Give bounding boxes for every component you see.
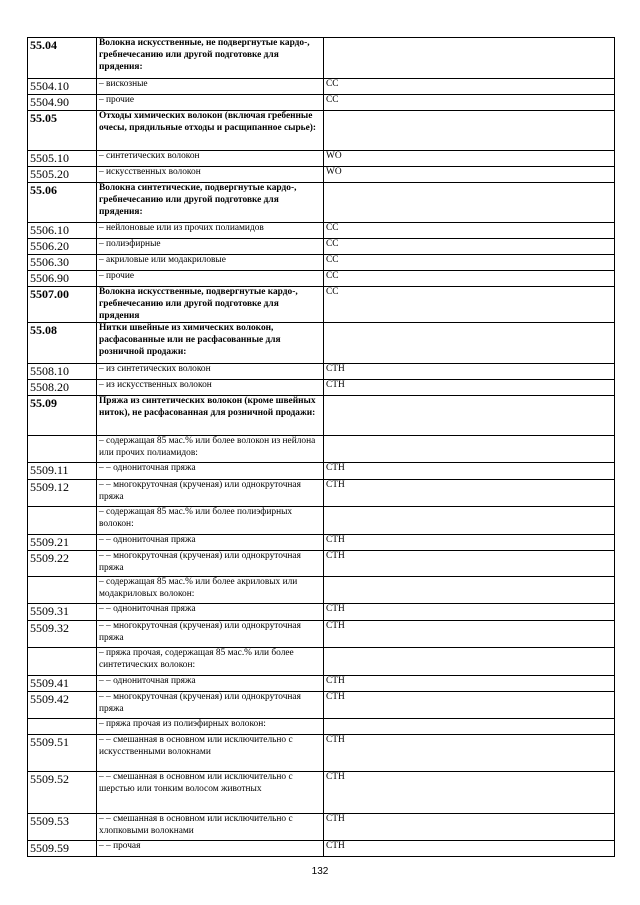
description-cell: – – смешанная в основном или исключительно с хлопковыми волокнами: [97, 814, 324, 841]
description-cell: – искусственных волокон: [97, 167, 324, 183]
origin-rule-cell: CC: [324, 255, 615, 271]
table-row: [28, 151, 615, 167]
origin-rule-cell: CC: [324, 79, 615, 95]
hs-code-cell: 5504.10: [28, 79, 97, 95]
hs-code-cell: 5509.59: [28, 841, 97, 857]
hs-code-cell: 5508.20: [28, 380, 97, 396]
description-cell: Волокна синтетические, подвергнутые кардо-, гребнечесанию или другой подготовке для прядения:: [97, 183, 324, 223]
hs-code-cell: 5508.10: [28, 364, 97, 380]
table-row: [28, 364, 615, 380]
table-row: [28, 814, 615, 841]
origin-rule-cell: CC: [324, 271, 615, 287]
origin-rule-cell: CC: [324, 95, 615, 111]
table-row: [28, 223, 615, 239]
description-cell: – пряжа прочая из полиэфирных волокон:: [97, 719, 324, 735]
table-heading-row: [28, 38, 615, 79]
table-row: [28, 239, 615, 255]
table-row: [28, 719, 615, 735]
description-cell: – синтетических волокон: [97, 151, 324, 167]
description-cell: – содержащая 85 мас.% или более волокон из нейлона или прочих полиамидов:: [97, 436, 324, 463]
origin-rule-cell: CC: [324, 239, 615, 255]
origin-rule-cell: CTH: [324, 772, 615, 814]
table-row: [28, 167, 615, 183]
table-row: [28, 271, 615, 287]
table-row: [28, 692, 615, 719]
table-row: [28, 380, 615, 396]
hs-code-cell: [28, 507, 97, 535]
table-row: [28, 535, 615, 551]
description-cell: Отходы химических волокон (включая гребенные очесы, прядильные отходы и расщипанное сырье):: [97, 111, 324, 151]
hs-code-cell: [28, 577, 97, 604]
table-row: [28, 841, 615, 857]
table-row: [28, 621, 615, 648]
origin-rule-cell: CTH: [324, 735, 615, 772]
table-row: [28, 735, 615, 772]
hs-code-cell: 5509.22: [28, 551, 97, 577]
table-heading-row: [28, 323, 615, 364]
description-cell: – из синтетических волокон: [97, 364, 324, 380]
tariff-table-container: [27, 37, 614, 857]
tariff-table: [27, 37, 615, 857]
table-heading-row: [28, 287, 615, 323]
table-row: [28, 95, 615, 111]
origin-rule-cell: [324, 719, 615, 735]
table-heading-row: [28, 183, 615, 223]
hs-code-cell: 55.04: [28, 38, 97, 79]
origin-rule-cell: WO: [324, 151, 615, 167]
table-row: [28, 79, 615, 95]
table-row: [28, 480, 615, 507]
origin-rule-cell: CTH: [324, 692, 615, 719]
table-row: [28, 436, 615, 463]
description-cell: – прочие: [97, 271, 324, 287]
origin-rule-cell: [324, 436, 615, 463]
table-row: [28, 604, 615, 621]
hs-code-cell: 5505.20: [28, 167, 97, 183]
origin-rule-cell: CTH: [324, 841, 615, 857]
description-cell: – – прочая: [97, 841, 324, 857]
origin-rule-cell: [324, 507, 615, 535]
description-cell: – акриловые или модакриловые: [97, 255, 324, 271]
description-cell: – нейлоновые или из прочих полиамидов: [97, 223, 324, 239]
hs-code-cell: 5509.52: [28, 772, 97, 814]
description-cell: Волокна искусственные, не подвергнутые кардо-, гребнечесанию или другой подготовке для прядения:: [97, 38, 324, 79]
table-row: [28, 463, 615, 480]
origin-rule-cell: CTH: [324, 676, 615, 692]
page-number: 132: [311, 866, 329, 877]
hs-code-cell: 5504.90: [28, 95, 97, 111]
description-cell: – – смешанная в основном или исключительно с искусственными волокнами: [97, 735, 324, 772]
origin-rule-cell: CTH: [324, 814, 615, 841]
hs-code-cell: 5506.10: [28, 223, 97, 239]
origin-rule-cell: CTH: [324, 551, 615, 577]
origin-rule-cell: [324, 323, 615, 364]
origin-rule-cell: [324, 577, 615, 604]
hs-code-cell: 5506.30: [28, 255, 97, 271]
hs-code-cell: 5506.20: [28, 239, 97, 255]
origin-rule-cell: [324, 648, 615, 676]
table-row: [28, 577, 615, 604]
origin-rule-cell: [324, 38, 615, 79]
tariff-table-body: [28, 38, 615, 857]
hs-code-cell: 5509.51: [28, 735, 97, 772]
hs-code-cell: 5509.53: [28, 814, 97, 841]
hs-code-cell: [28, 719, 97, 735]
table-row: [28, 255, 615, 271]
origin-rule-cell: WO: [324, 167, 615, 183]
description-cell: – – однониточная пряжа: [97, 676, 324, 692]
description-cell: – – многокруточная (крученая) или однокруточная пряжа: [97, 692, 324, 719]
description-cell: – – многокруточная (крученая) или однокруточная пряжа: [97, 621, 324, 648]
hs-code-cell: [28, 648, 97, 676]
origin-rule-cell: [324, 111, 615, 151]
table-heading-row: [28, 111, 615, 151]
origin-rule-cell: CC: [324, 223, 615, 239]
origin-rule-cell: CTH: [324, 604, 615, 621]
hs-code-cell: 5509.31: [28, 604, 97, 621]
origin-rule-cell: CTH: [324, 463, 615, 480]
description-cell: Волокна искусственные, подвергнутые кардо-, гребнечесанию или другой подготовке для прядения: [97, 287, 324, 323]
hs-code-cell: [28, 436, 97, 463]
description-cell: – содержащая 85 мас.% или более акриловых или модакриловых волокон:: [97, 577, 324, 604]
table-row: [28, 648, 615, 676]
description-cell: – вискозные: [97, 79, 324, 95]
description-cell: – – однониточная пряжа: [97, 535, 324, 551]
origin-rule-cell: CTH: [324, 535, 615, 551]
description-cell: – – смешанная в основном или исключительно с шерстью или тонким волосом животных: [97, 772, 324, 814]
hs-code-cell: 55.08: [28, 323, 97, 364]
description-cell: Нитки швейные из химических волокон, расфасованные или не расфасованные для розничной продажи:: [97, 323, 324, 364]
hs-code-cell: 5509.12: [28, 480, 97, 507]
hs-code-cell: 5506.90: [28, 271, 97, 287]
hs-code-cell: 55.06: [28, 183, 97, 223]
hs-code-cell: 55.09: [28, 396, 97, 436]
description-cell: – – однониточная пряжа: [97, 604, 324, 621]
description-cell: – прочие: [97, 95, 324, 111]
description-cell: Пряжа из синтетических волокон (кроме швейных ниток), не расфасованная для розничной продажи:: [97, 396, 324, 436]
hs-code-cell: 55.05: [28, 111, 97, 151]
description-cell: – – многокруточная (крученая) или однокруточная пряжа: [97, 551, 324, 577]
description-cell: – из искусственных волокон: [97, 380, 324, 396]
description-cell: – – многокруточная (крученая) или однокруточная пряжа: [97, 480, 324, 507]
table-heading-row: [28, 396, 615, 436]
hs-code-cell: 5507.00: [28, 287, 97, 323]
origin-rule-cell: CTH: [324, 480, 615, 507]
origin-rule-cell: CTH: [324, 621, 615, 648]
origin-rule-cell: [324, 396, 615, 436]
hs-code-cell: 5509.11: [28, 463, 97, 480]
table-row: [28, 551, 615, 577]
table-row: [28, 772, 615, 814]
description-cell: – пряжа прочая, содержащая 85 мас.% или более синтетических волокон:: [97, 648, 324, 676]
description-cell: – – однониточная пряжа: [97, 463, 324, 480]
origin-rule-cell: CTH: [324, 364, 615, 380]
description-cell: – содержащая 85 мас.% или более полиэфирных волокон:: [97, 507, 324, 535]
origin-rule-cell: CTH: [324, 380, 615, 396]
hs-code-cell: 5509.41: [28, 676, 97, 692]
table-row: [28, 676, 615, 692]
origin-rule-cell: [324, 183, 615, 223]
description-cell: – полиэфирные: [97, 239, 324, 255]
hs-code-cell: 5509.42: [28, 692, 97, 719]
table-row: [28, 507, 615, 535]
hs-code-cell: 5509.32: [28, 621, 97, 648]
origin-rule-cell: CC: [324, 287, 615, 323]
hs-code-cell: 5509.21: [28, 535, 97, 551]
hs-code-cell: 5505.10: [28, 151, 97, 167]
